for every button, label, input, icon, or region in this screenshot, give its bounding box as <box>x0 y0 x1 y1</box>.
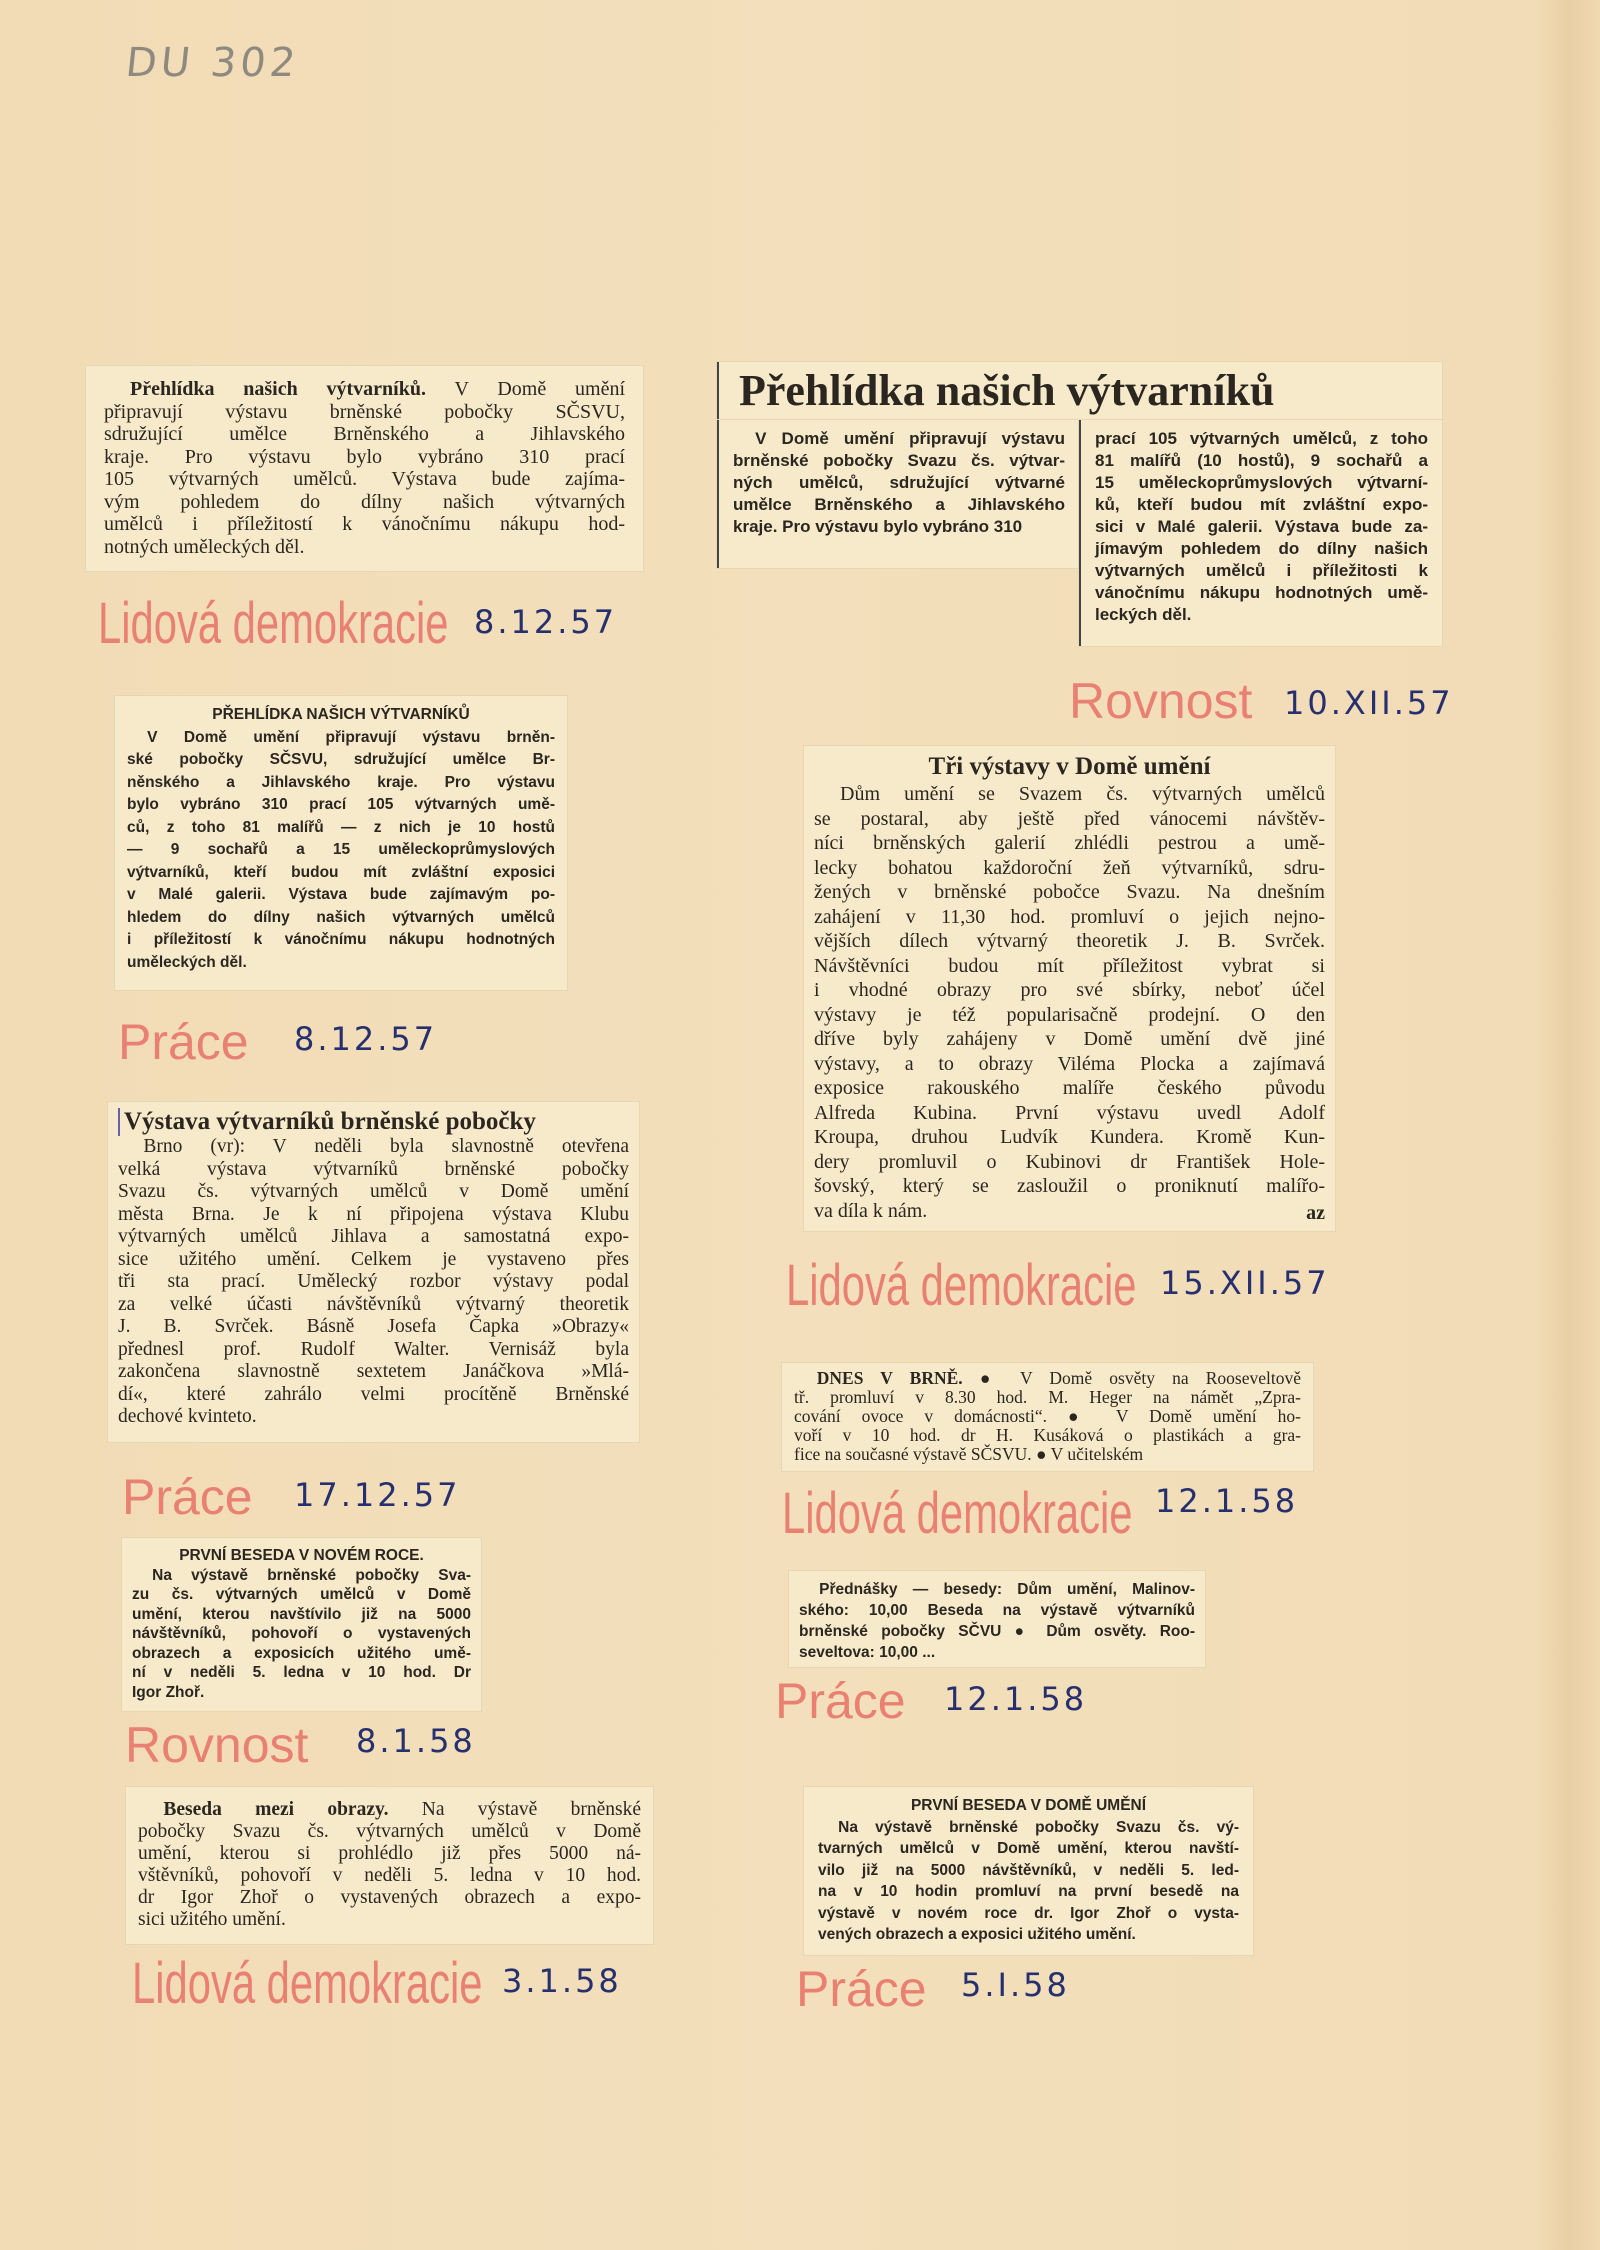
text-line-content: v Malé galerii. Výstava bude zajímavým po- <box>127 886 555 903</box>
text-line-content: V Domě umění <box>426 378 625 400</box>
text-line-content: seveltova: 10,00 ... <box>799 1644 936 1661</box>
text-line: sici v Malé galerii. Výstava bude za- <box>1095 517 1428 536</box>
text-line <box>118 1226 629 1249</box>
text-line-content: Igor Zhoř. <box>132 1683 205 1701</box>
text-line-content: Na výstavě brněnské <box>388 1799 641 1820</box>
text-line-content: dříve byly zahájeny v Domě umění dvě jiné <box>814 1028 1325 1050</box>
text-line-content: se postaral, aby ještě před vánocemi návštěv- <box>814 807 1325 830</box>
text-line-content: 105 výtvarných umělců. Výstava bude zajíma- <box>104 468 625 490</box>
text-line-content: něnského a Jihlavského kraje. Pro výstavu <box>127 773 555 791</box>
text-line-content: tři sta prací. Umělecký rozbor výstavy podal <box>118 1271 629 1292</box>
clipping-headline: Výstava výtvarníků brněnské pobočky <box>118 1108 629 1136</box>
text-line-content: za velké účasti návštěvníků výtvarný theoretik <box>118 1293 629 1315</box>
text-line <box>118 1406 629 1429</box>
text-line-content: umění, kterou si prohlédlo již přes 5000 ná- <box>138 1843 641 1864</box>
text-line <box>818 1881 1239 1903</box>
clipping-rovnost-column-left <box>717 420 1079 568</box>
text-line: ků, kteří budou mít zvláštní expo- <box>1095 495 1428 514</box>
text-line-content: ● V Domě osvěty na Rooseveltově <box>962 1368 1301 1388</box>
text-line-content: velká výstava výtvarníků brněnské pobočky <box>118 1158 629 1180</box>
handwritten-date: 10.XII.57 <box>1284 684 1454 722</box>
text-line <box>814 1101 1325 1126</box>
text-line <box>814 782 1325 807</box>
text-line <box>104 401 625 424</box>
text-line <box>118 1384 629 1407</box>
clipping-rovnost-8-1-58 <box>122 1538 481 1711</box>
text-line <box>127 907 555 930</box>
text-line-content: vilo již na 5000 návštěvníků, v neděli 5. led- <box>818 1861 1239 1879</box>
clipping-lidova-demokracie-12-1-58 <box>782 1363 1313 1471</box>
clipping-lead: DNES V BRNĚ. <box>816 1368 963 1388</box>
text-line-content: voří v 10 hod. dr H. Kusáková o plastikách a gra- <box>794 1425 1301 1445</box>
text-line-content: Alfreda Kubina. První výstavu uvedl Adolf <box>814 1101 1325 1124</box>
text-line <box>118 1316 629 1339</box>
text-line-content: uměleckých děl. <box>127 953 247 971</box>
text-line <box>104 513 625 536</box>
clipping-rovnost-column-right <box>1079 420 1442 646</box>
text-line-content: na v 10 hodin promluví na první besedě na <box>818 1883 1239 1900</box>
text-line <box>104 446 625 469</box>
text-line <box>814 905 1325 930</box>
text-line-content: výstavy, a to obrazy Viléma Plocka a zajímavá <box>814 1052 1325 1075</box>
text-line <box>794 1388 1301 1407</box>
text-line <box>127 862 555 885</box>
text-line <box>118 1294 629 1317</box>
text-line <box>814 880 1325 905</box>
text-line <box>127 952 555 975</box>
text-line <box>814 954 1325 979</box>
text-line: V Domě umění připravují výstavu <box>755 429 1065 448</box>
text-line <box>814 929 1325 954</box>
text-line <box>799 1600 1195 1621</box>
handwritten-date: 15.XII.57 <box>1160 1264 1330 1302</box>
text-line: 15 uměleckoprůmyslových výtvarní- <box>1095 473 1428 492</box>
text-line <box>814 856 1325 881</box>
handwritten-date: 3.1.58 <box>502 1962 622 2000</box>
text-line-content: pobočky Svazu čs. výtvarných umělců v Domě <box>138 1821 641 1842</box>
source-stamp: Rovnost <box>125 1717 309 1773</box>
text-line <box>132 1566 471 1586</box>
text-line <box>814 1199 927 1224</box>
text-line <box>118 1181 629 1204</box>
text-line-content: níci brněnských galerií zhlédli pestrou a umě- <box>814 832 1325 854</box>
text-line <box>814 1125 1325 1150</box>
source-stamp: Lidová demokracie <box>132 1951 483 2016</box>
source-stamp: Lidová demokracie <box>782 1481 1133 1546</box>
text-line <box>127 794 555 817</box>
text-line-content: sici užitého umění. <box>138 1909 286 1930</box>
text-line-content: připravují výstavu brněnské pobočky SČSVU, <box>104 400 625 423</box>
clipping-prace-17-12-57 <box>108 1102 639 1442</box>
text-line <box>814 1150 1325 1175</box>
clipping-headline: Přehlídka našich výtvarníků <box>739 366 1275 415</box>
text-line-content: bylo vybráno 310 prací 105 výtvarných umě- <box>127 796 555 813</box>
text-line <box>132 1663 471 1683</box>
text-line <box>127 817 555 840</box>
text-line <box>814 1052 1325 1077</box>
handwritten-date: 8.12.57 <box>474 603 618 641</box>
text-line <box>794 1407 1301 1426</box>
clipping-rovnost-headline <box>717 362 1442 420</box>
text-line-content: šovský, který se zasloužil o proniknutí malířo- <box>814 1175 1325 1197</box>
text-line <box>127 839 555 862</box>
text-line: jímavým pohledem do dílny našich <box>1095 539 1428 558</box>
text-line-content: dery promluvil o Kubinovi dr František Hole- <box>814 1150 1325 1173</box>
text-line-content: ského: 10,00 Beseda na výstavě výtvarníků <box>799 1602 1195 1619</box>
text-line <box>132 1624 471 1644</box>
clipping-lead: Přehlídka našich výtvarníků. <box>130 378 426 400</box>
text-line <box>118 1339 629 1362</box>
text-line: prací 105 výtvarných umělců, z toho <box>1095 429 1428 448</box>
handwritten-date: 12.1.58 <box>1155 1482 1299 1520</box>
clipping-prace-12-1-58 <box>789 1571 1205 1667</box>
text-line <box>818 1817 1239 1839</box>
text-line <box>814 978 1325 1003</box>
text-line <box>794 1369 1301 1388</box>
text-line <box>127 772 555 795</box>
text-line-content: výtvarníků, kteří budou mít zvláštní exposici <box>127 863 555 881</box>
text-line <box>814 831 1325 856</box>
text-line-content: V Domě umění připravují výstavu brněn- <box>147 728 555 746</box>
text-line <box>794 1445 1301 1464</box>
text-line-content: žených v brněnské pobočce Svazu. Na dnešním <box>814 881 1325 903</box>
handwritten-date: 5.I.58 <box>961 1966 1070 2004</box>
text-line-content: tvarných umělců v Domě umění, kterou navští- <box>818 1840 1239 1857</box>
text-line-content: vým pohledem do dílny našich výtvarných <box>104 490 625 513</box>
text-line <box>818 1924 1239 1946</box>
text-line-content: notných uměleckých děl. <box>104 535 305 558</box>
text-line <box>104 536 625 559</box>
source-stamp: Práce <box>796 1961 927 2017</box>
text-line-content: návštěvníků, pohovoří o vystavených <box>132 1625 471 1642</box>
text-line-content: kraje. Pro výstavu bylo vybráno 310 prací <box>104 445 625 468</box>
text-line-content: zahájení v 11,30 hod. promluví o jejich nejno- <box>814 905 1325 928</box>
text-line <box>127 929 555 952</box>
text-line <box>818 1838 1239 1860</box>
text-line-content: vštěvníků, pohovoří v neděli 5. ledna v 10 hod. <box>138 1865 641 1886</box>
text-line <box>818 1903 1239 1925</box>
text-line <box>132 1585 471 1605</box>
text-line <box>104 491 625 514</box>
handwritten-date: 8.1.58 <box>356 1722 476 1760</box>
handwritten-date: 12.1.58 <box>944 1680 1088 1718</box>
text-line-content: výtvarných umělců Jihlava a samostatná expo- <box>118 1226 629 1247</box>
text-line <box>104 468 625 491</box>
text-line-content: Dům umění se Svazem čs. výtvarných umělců <box>840 783 1325 805</box>
text-line <box>132 1605 471 1625</box>
text-line-content: dechové kvinteto. <box>118 1406 257 1427</box>
source-stamp: Práce <box>118 1014 249 1070</box>
source-stamp: Lidová demokracie <box>98 591 449 656</box>
text-line-content: ské pobočky SČSVU, sdružující umělce Br- <box>127 751 555 768</box>
text-line-content: brněnské pobočky SČVU ● Dům osvěty. Roo- <box>799 1623 1195 1640</box>
text-line-content: přednesl prof. Rudolf Walter. Vernisáž byla <box>118 1338 629 1360</box>
text-line-content: obrazech a exposicích užitého umě- <box>132 1644 471 1662</box>
text-line-content: Na výstavě brněnské pobočky Sva- <box>152 1566 471 1584</box>
text-line-content: Kroupa, druhou Ludvík Kundera. Kromě Kun- <box>814 1126 1325 1148</box>
text-line <box>814 1003 1325 1028</box>
text-line-content: sdružující umělce Brněnského a Jihlavského <box>104 423 625 445</box>
text-line <box>138 1865 641 1887</box>
text-line-content: dr Igor Zhoř o vystavených obrazech a expo- <box>138 1887 641 1908</box>
source-stamp: Práce <box>775 1673 906 1729</box>
text-line <box>127 884 555 907</box>
text-line-content: Na výstavě brněnské pobočky Svazu čs. vý- <box>838 1818 1239 1836</box>
text-line-content: výstavy je též popularisačně prodejní. O den <box>814 1003 1325 1026</box>
text-line-content: tř. promluví v 8.30 hod. M. Heger na námět „Zpra- <box>794 1387 1301 1407</box>
text-line-content: Brno (vr): V neděli byla slavnostně otevřena <box>143 1136 629 1157</box>
text-line <box>118 1361 629 1384</box>
clipping-prace-5-1-58 <box>804 1787 1253 1955</box>
text-line-content: města Brna. Je k ní připojena výstava Klubu <box>118 1203 629 1225</box>
text-line-content: Návštěvníci budou mít příležitost vybrat si <box>814 954 1325 977</box>
text-line: umělce Brněnského a Jihlavského <box>733 495 1065 514</box>
clipping-lead: Přednášky — besedy: <box>819 1581 1003 1598</box>
text-line <box>818 1860 1239 1882</box>
text-line-content: zu čs. výtvarných umělců v Domě <box>132 1586 471 1603</box>
text-line-content: exposice rakouského malíře českého původu <box>814 1077 1325 1099</box>
clipping-headline: Tři výstavy v Domě umění <box>928 753 1211 780</box>
handwritten-date: 17.12.57 <box>294 1476 461 1514</box>
text-line <box>799 1642 1195 1663</box>
text-line <box>118 1271 629 1294</box>
text-line-content: sice užitého umění. Celkem je vystaveno přes <box>118 1248 629 1270</box>
text-line <box>118 1204 629 1227</box>
clipping-lidova-demokracie-15-12-57 <box>804 746 1335 1231</box>
source-stamp: Lidová demokracie <box>786 1253 1137 1318</box>
text-line <box>104 378 625 401</box>
text-line <box>799 1621 1195 1642</box>
text-line <box>814 1174 1325 1199</box>
text-line-content: výstavě v novém roce dr. Igor Zhoř o vysta- <box>818 1904 1239 1922</box>
archive-mark-handwritten: DU 302 <box>123 40 302 86</box>
text-line <box>118 1159 629 1182</box>
text-line-content: J. B. Svrček. Básně Josefa Čapka »Obrazy« <box>118 1316 629 1337</box>
text-line <box>104 423 625 446</box>
text-line <box>138 1821 641 1843</box>
text-line <box>127 749 555 772</box>
text-line <box>138 1887 641 1909</box>
text-line-content: umělců i příležitostí k vánočnímu nákupu hod- <box>104 513 625 535</box>
source-stamp: Rovnost <box>1069 673 1253 729</box>
text-line-content: fice na současné výstavě SČSVU. ● V učitelském <box>794 1444 1144 1464</box>
text-line-content: cování ovoce v domácnosti“. ● V Domě umění ho- <box>794 1406 1301 1426</box>
text-line <box>794 1426 1301 1445</box>
text-line <box>132 1644 471 1664</box>
clipping-prace-8-12-57 <box>115 696 567 990</box>
text-line-content: zakončena slavnostně sextetem Janáčkova »Mlá- <box>118 1361 629 1382</box>
author-signature: az <box>1306 1201 1325 1224</box>
text-line <box>138 1843 641 1865</box>
text-line-content: i příležitostí k vánočnímu nákupu hodnotných <box>127 931 555 948</box>
text-line-content: Dům umění, Malinov- <box>1002 1581 1195 1598</box>
text-line-content: va díla k nám. <box>814 1199 928 1222</box>
clipping-headline: PRVNÍ BESEDA V DOMĚ UMĚNÍ <box>910 1797 1147 1814</box>
text-line <box>138 1909 641 1931</box>
clipping-lead: Beseda mezi obrazy. <box>163 1799 389 1820</box>
text-line: kraje. Pro výstavu bylo vybráno 310 <box>733 517 1023 536</box>
text-line-content: lecky bohatou každoroční žeň výtvarníků, sdru- <box>814 856 1325 879</box>
clipping-headline: PŘEHLÍDKA NAŠICH VÝTVARNÍKŮ <box>212 706 470 723</box>
text-line-content: dí«, které zahrálo velmi procítěně Brněnské <box>118 1383 629 1405</box>
text-line-content: — 9 sochařů a 15 uměleckoprůmyslových <box>127 841 555 858</box>
text-line-content: hledem do dílny našich výtvarných umělců <box>127 908 555 926</box>
handwritten-date: 8.12.57 <box>294 1020 438 1058</box>
text-line <box>127 727 555 750</box>
clipping-lidova-demokracie-8-12-57 <box>86 366 643 571</box>
source-stamp: Práce <box>122 1469 253 1525</box>
text-line-content: ní v neděli 5. ledna v 10 hod. Dr <box>132 1664 471 1681</box>
text-line-content: vějších dílech výtvarný theoretik J. B. Svrček. <box>814 930 1325 952</box>
text-line-content: umění, kterou navštívilo již na 5000 <box>132 1605 471 1623</box>
text-line: 81 malířů (10 hostů), 9 sochařů a <box>1095 451 1428 470</box>
text-line-content: vených obrazech a exposici užitého umění. <box>818 1926 1136 1943</box>
text-line-content: i vhodné obrazy pro své sbírky, neboť účel <box>814 979 1325 1001</box>
text-line <box>799 1579 1195 1600</box>
clipping-lidova-demokracie-3-1-58 <box>126 1787 653 1944</box>
text-line: brněnské pobočky Svazu čs. výtvar- <box>733 451 1065 470</box>
text-line <box>132 1683 471 1703</box>
text-line-content: ců, z toho 81 malířů — z nich je 10 hostů <box>127 818 555 836</box>
text-line <box>138 1799 641 1821</box>
text-line <box>118 1249 629 1272</box>
text-line <box>118 1136 629 1159</box>
text-line <box>814 807 1325 832</box>
text-line: výtvarných umělců i příležitosti k <box>1095 561 1428 580</box>
text-line: vánočnímu nákupu hodnotných umě- <box>1095 583 1428 602</box>
text-line <box>814 1027 1325 1052</box>
text-line: ných umělců, sdružující výtvarné <box>733 473 1065 492</box>
clipping-headline: PRVNÍ BESEDA V NOVÉM ROCE. <box>179 1547 424 1564</box>
text-line <box>814 1076 1325 1101</box>
text-line-content: Svazu čs. výtvarných umělců v Domě umění <box>118 1181 629 1202</box>
text-line: leckých děl. <box>1095 605 1192 624</box>
